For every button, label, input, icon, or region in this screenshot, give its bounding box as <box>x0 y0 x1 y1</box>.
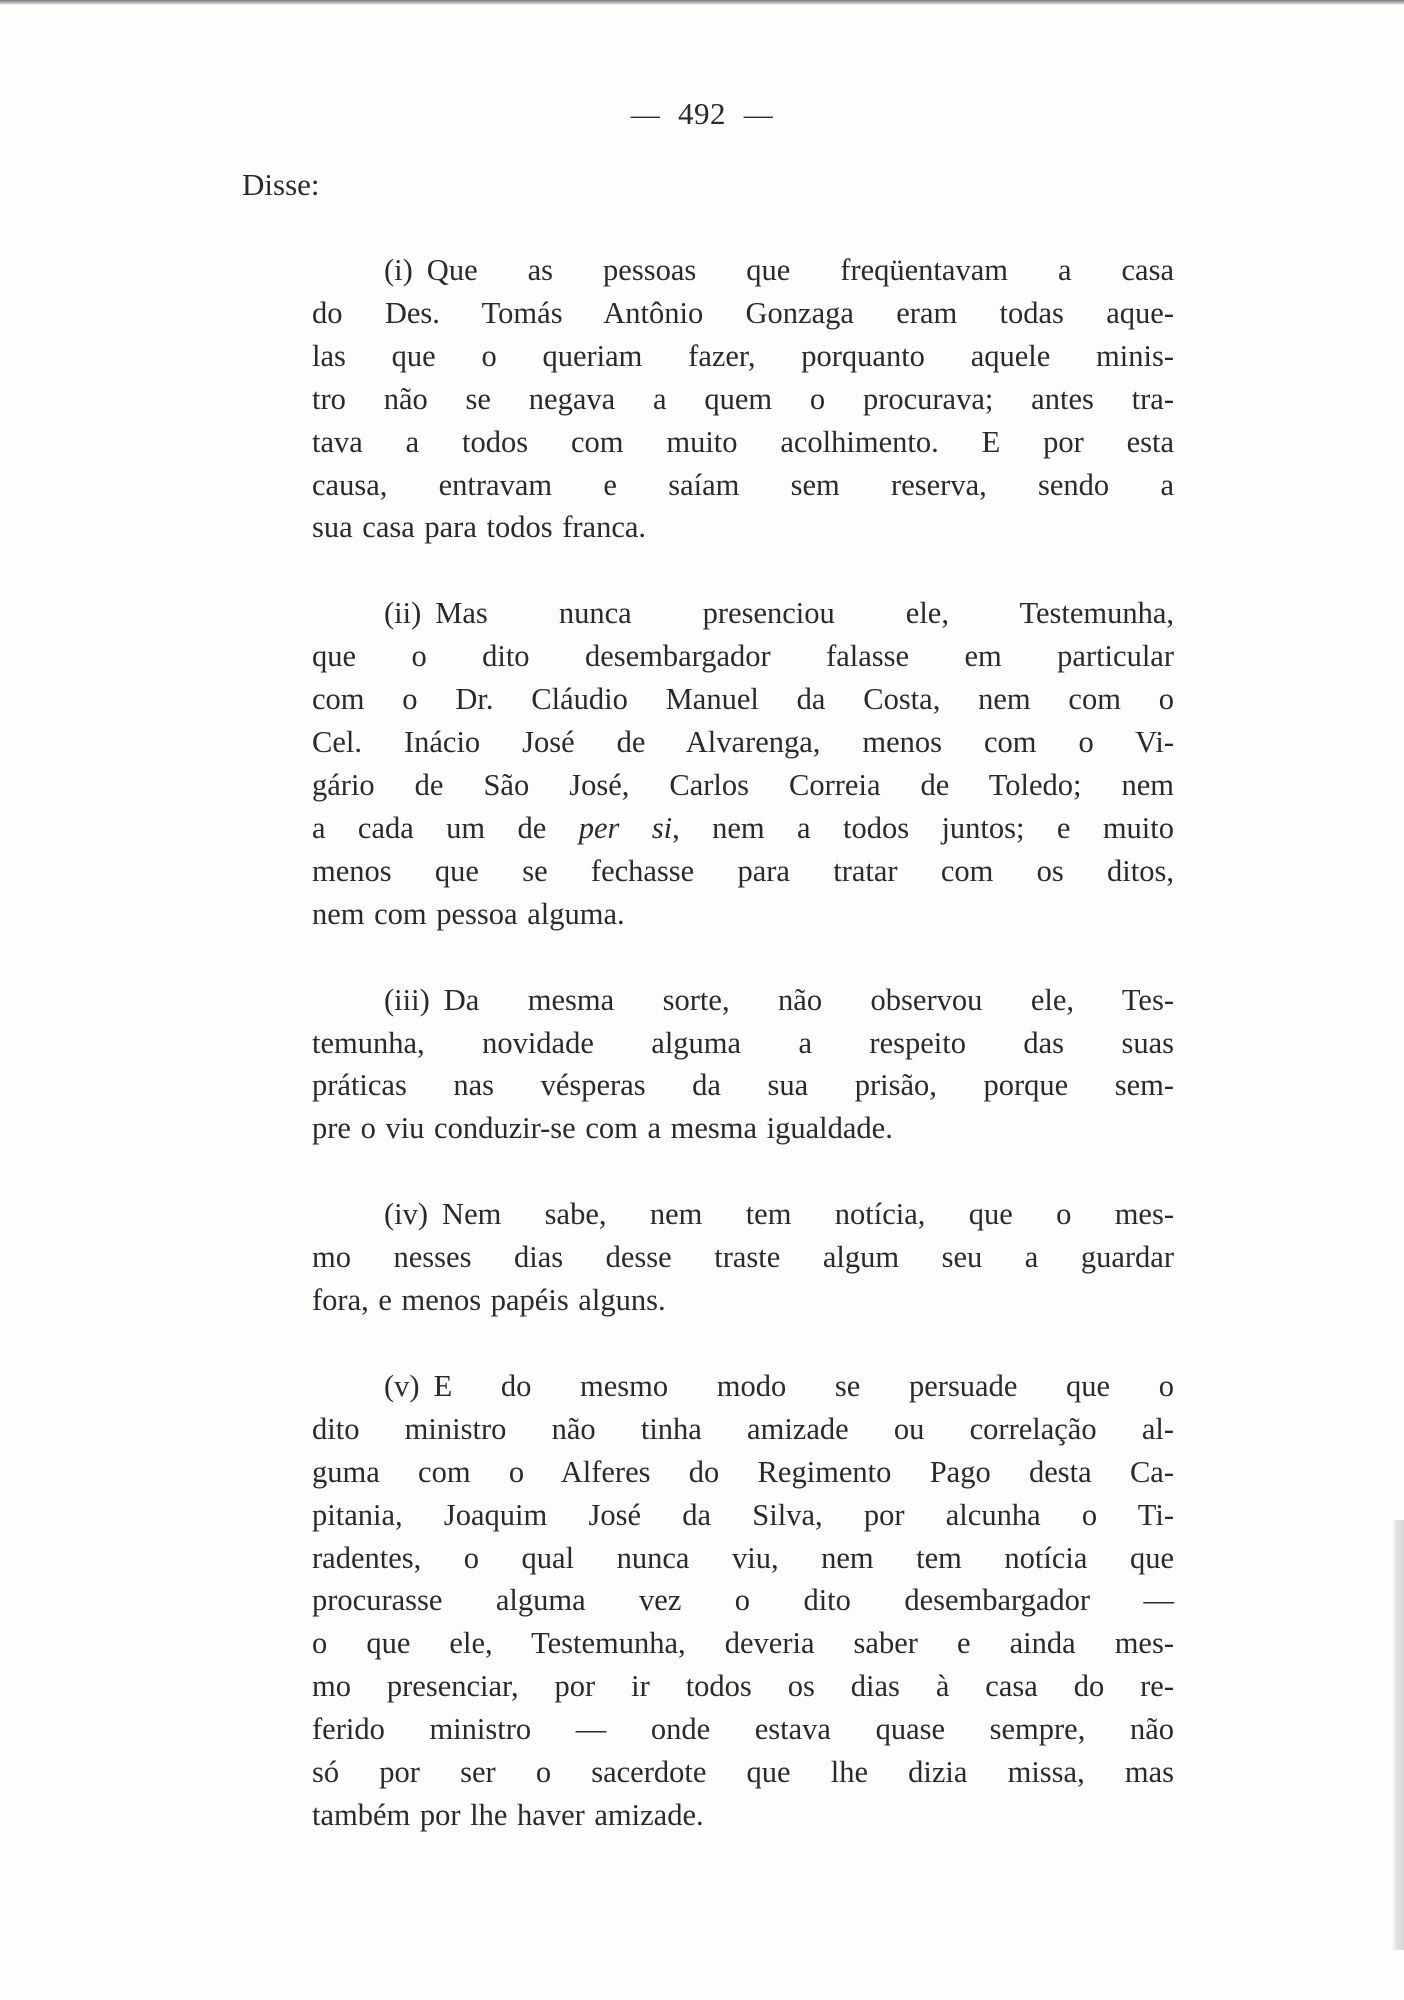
text-line: las que o queriam fazer, porquanto aquele minis- <box>312 338 1174 373</box>
text-line: a cada um de per si, nem a todos juntos; e muito <box>312 810 1174 845</box>
text-line: dito ministro não tinha amizade ou correlação al- <box>312 1411 1174 1446</box>
text-line: com o Dr. Cláudio Manuel da Costa, nem com o <box>312 682 1174 717</box>
text-line: tava a todos com muito acolhimento. E por esta <box>312 424 1174 459</box>
text-line: nem com pessoa alguma. <box>312 896 625 931</box>
text-line: mo nesses dias desse traste algum seu a guardar <box>312 1240 1174 1275</box>
text-line: fora, e menos papéis alguns. <box>312 1283 666 1318</box>
page-number-dash-right: — <box>743 99 774 131</box>
italic-phrase: per si <box>578 810 673 845</box>
text-line: pre o viu conduzir-se com a mesma igualdade. <box>312 1111 893 1146</box>
text-line: do Des. Tomás Antônio Gonzaga eram todas aque- <box>312 295 1174 330</box>
text-line: o que ele, Testemunha, deveria saber e ainda mes- <box>312 1626 1174 1661</box>
text-line: também por lhe haver amizade. <box>312 1798 704 1832</box>
page-number-dash-left: — <box>630 99 661 131</box>
paragraph-iv <box>312 1193 1174 1322</box>
section-heading: Disse: <box>242 167 320 202</box>
paragraph-marker: (i) <box>384 253 413 287</box>
text-line: (iii) Da mesma sorte, não observou ele, Tes- <box>384 982 1174 1017</box>
text-line: temunha, novidade alguma a respeito das suas <box>312 1025 1174 1060</box>
text-line: (ii) Mas nunca presenciou ele, Testemunha, <box>384 596 1174 631</box>
scan-top-edge <box>0 0 1404 5</box>
paragraph-ii <box>312 592 1174 935</box>
page-number <box>0 96 1404 132</box>
page-number-value: 492 <box>678 96 726 131</box>
body-text <box>312 249 1174 1880</box>
text-line: (iv) Nem sabe, nem tem notícia, que o mes- <box>384 1197 1174 1232</box>
text-line: (i) Que as pessoas que freqüentavam a casa <box>384 253 1174 287</box>
paragraph-marker: (iii) <box>384 982 430 1017</box>
paragraph-i <box>312 249 1174 549</box>
paragraph-marker: (ii) <box>384 596 422 631</box>
text-line: radentes, o qual nunca viu, nem tem notícia que <box>312 1540 1174 1575</box>
paragraph-marker: (iv) <box>384 1197 429 1232</box>
text-line: mo presenciar, por ir todos os dias à casa do re- <box>312 1669 1174 1704</box>
text-line: menos que se fechasse para tratar com os ditos, <box>312 853 1174 888</box>
text-line: gário de São José, Carlos Correia de Toledo; nem <box>312 767 1174 802</box>
scan-right-edge <box>1392 1520 1404 1950</box>
text-line: Cel. Inácio José de Alvarenga, menos com o Vi- <box>312 725 1174 760</box>
text-line: guma com o Alferes do Regimento Pago desta Ca- <box>312 1454 1174 1489</box>
paragraph-marker: (v) <box>384 1368 420 1403</box>
text-line: tro não se negava a quem o procurava; antes tra- <box>312 381 1174 416</box>
text-line: sua casa para todos franca. <box>312 510 647 545</box>
paragraph-iii <box>312 979 1174 1151</box>
text-line: ferido ministro — onde estava quase sempre, não <box>312 1712 1174 1747</box>
paragraph-v <box>312 1365 1174 1837</box>
text-line: causa, entravam e saíam sem reserva, sendo a <box>312 467 1174 502</box>
text-line: que o dito desembargador falasse em particular <box>312 639 1174 674</box>
text-line: (v) E do mesmo modo se persuade que o <box>384 1368 1174 1403</box>
text-line: procurasse alguma vez o dito desembargador — <box>312 1583 1174 1618</box>
text-line: só por ser o sacerdote que lhe dizia missa, mas <box>312 1755 1174 1790</box>
text-line: práticas nas vésperas da sua prisão, porque sem- <box>312 1068 1174 1103</box>
text-line: pitania, Joaquim José da Silva, por alcunha o Ti- <box>312 1497 1174 1532</box>
